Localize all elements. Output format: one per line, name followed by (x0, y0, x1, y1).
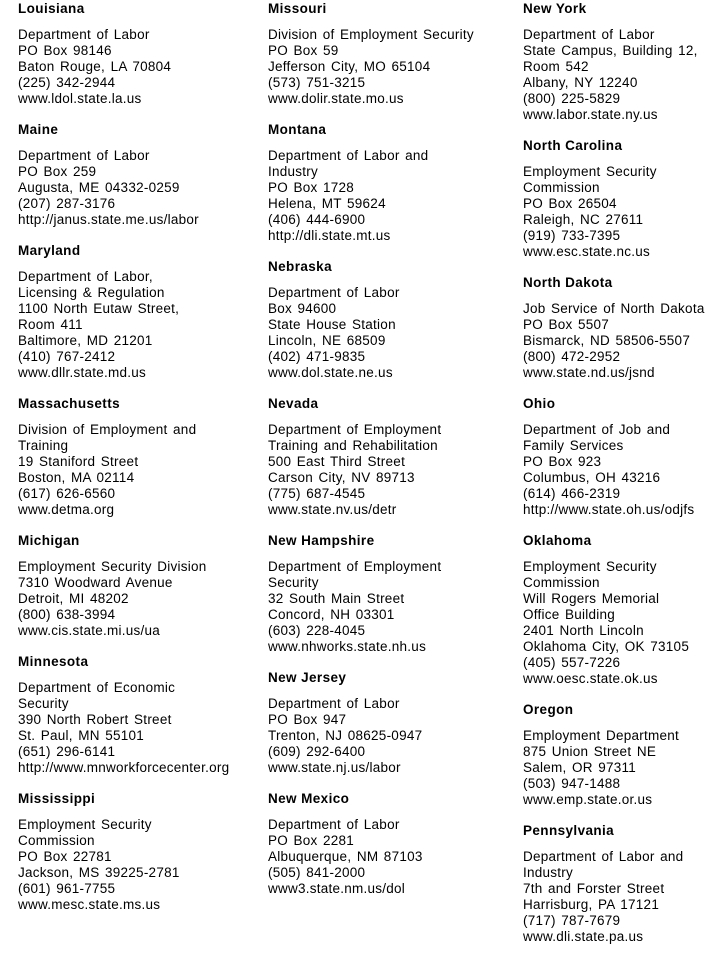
phone-line: (717) 787-7679 (523, 913, 621, 928)
address-line: Employment Security (523, 559, 657, 574)
entry-address-block (18, 27, 262, 107)
state-entry (268, 1, 516, 107)
state-entry (523, 702, 719, 808)
address-line: Industry (523, 865, 574, 880)
state-entry (523, 138, 719, 260)
phone-line: (617) 626-6560 (18, 486, 116, 501)
entry-address-block (523, 27, 719, 123)
address-line: Employment Department (523, 728, 680, 743)
state-entry (268, 533, 516, 655)
address-line: Salem, OR 97311 (523, 760, 637, 775)
website-line: www.dolir.state.mo.us (268, 91, 404, 106)
entry-address-block (268, 148, 516, 244)
address-line: St. Paul, MN 55101 (18, 728, 145, 743)
website-line: www.dllr.state.md.us (18, 365, 147, 380)
state-heading: Oregon (523, 702, 574, 717)
phone-line: (410) 767-2412 (18, 349, 116, 364)
state-heading: New Jersey (268, 670, 347, 685)
address-line: Department of Employment (268, 422, 442, 437)
address-line: State House Station (268, 317, 396, 332)
address-line: Department of Labor (268, 817, 400, 832)
address-line: PO Box 1728 (268, 180, 355, 195)
address-line: PO Box 26504 (523, 196, 617, 211)
state-entry (18, 122, 262, 228)
address-line: Baton Rouge, LA 70804 (18, 59, 172, 74)
state-entry (268, 396, 516, 518)
entry-address-block (523, 849, 719, 945)
phone-line: (919) 733-7395 (523, 228, 621, 243)
entry-address-block (18, 422, 262, 518)
address-line: PO Box 98146 (18, 43, 112, 58)
website-line: www.dol.state.ne.us (268, 365, 393, 380)
address-line: PO Box 5507 (523, 317, 610, 332)
address-line: PO Box 259 (18, 164, 97, 179)
entry-address-block (523, 728, 719, 808)
entry-address-block (523, 422, 719, 518)
address-line: Albuquerque, NM 87103 (268, 849, 423, 864)
phone-line: (800) 472-2952 (523, 349, 621, 364)
website-line: www.dli.state.pa.us (523, 929, 644, 944)
entry-address-block (523, 164, 719, 260)
state-heading: New Mexico (268, 791, 350, 806)
state-heading: Louisiana (18, 1, 85, 16)
address-line: Licensing & Regulation (18, 285, 165, 300)
address-line: PO Box 22781 (18, 849, 112, 864)
address-line: Commission (523, 180, 600, 195)
address-line: PO Box 2281 (268, 833, 355, 848)
address-line: Jefferson City, MO 65104 (268, 59, 431, 74)
phone-line: (225) 342-2944 (18, 75, 116, 90)
entry-address-block (268, 817, 516, 897)
address-line: Family Services (523, 438, 624, 453)
directory-column-1 (18, 1, 262, 928)
state-heading: Maryland (18, 243, 81, 258)
address-line: Will Rogers Memorial (523, 591, 660, 606)
website-line: www.state.nj.us/labor (268, 760, 401, 775)
address-line: Job Service of North Dakota (523, 301, 705, 316)
directory-column-3 (523, 1, 719, 960)
address-line: Department of Labor (523, 27, 655, 42)
state-entry (268, 791, 516, 897)
address-line: Helena, MT 59624 (268, 196, 386, 211)
address-line: Department of Labor (18, 27, 150, 42)
address-line: Augusta, ME 04332-0259 (18, 180, 180, 195)
website-line: www.state.nd.us/jsnd (523, 365, 655, 380)
address-line: Division of Employment and (18, 422, 197, 437)
address-line: Training (18, 438, 69, 453)
website-line: www.cis.state.mi.us/ua (18, 623, 161, 638)
website-line: www.state.nv.us/detr (268, 502, 397, 517)
phone-line: (800) 638-3994 (18, 607, 116, 622)
address-line: Trenton, NJ 08625-0947 (268, 728, 423, 743)
state-heading: Missouri (268, 1, 327, 16)
address-line: Oklahoma City, OK 73105 (523, 639, 690, 654)
address-line: Bismarck, ND 58506-5507 (523, 333, 691, 348)
entry-address-block (268, 422, 516, 518)
address-line: Commission (523, 575, 600, 590)
address-line: Division of Employment Security (268, 27, 474, 42)
address-line: Harrisburg, PA 17121 (523, 897, 660, 912)
address-line: Department of Job and (523, 422, 671, 437)
state-heading: Michigan (18, 533, 80, 548)
address-line: Department of Labor (268, 285, 400, 300)
address-line: Employment Security Division (18, 559, 207, 574)
state-heading: Minnesota (18, 654, 89, 669)
state-heading: Oklahoma (523, 533, 592, 548)
state-entry (523, 396, 719, 518)
phone-line: (775) 687-4545 (268, 486, 366, 501)
state-heading: North Dakota (523, 275, 613, 290)
state-heading: North Carolina (523, 138, 623, 153)
entry-address-block (523, 559, 719, 687)
website-line: http://dli.state.mt.us (268, 228, 391, 243)
phone-line: (573) 751-3215 (268, 75, 366, 90)
phone-line: (651) 296-6141 (18, 744, 116, 759)
address-line: PO Box 923 (523, 454, 602, 469)
address-line: Box 94600 (268, 301, 337, 316)
website-line: http://janus.state.me.us/labor (18, 212, 199, 227)
address-line: Baltimore, MD 21201 (18, 333, 153, 348)
address-line: Department of Labor and (268, 148, 429, 163)
address-line: PO Box 947 (268, 712, 347, 727)
entry-address-block (268, 696, 516, 776)
phone-line: (406) 444-6900 (268, 212, 366, 227)
state-entry (523, 275, 719, 381)
address-line: Department of Economic (18, 680, 176, 695)
entry-address-block (18, 817, 262, 913)
phone-line: (800) 225-5829 (523, 91, 621, 106)
state-heading: Nevada (268, 396, 319, 411)
address-line: State Campus, Building 12, (523, 43, 698, 58)
address-line: 19 Staniford Street (18, 454, 139, 469)
address-line: 2401 North Lincoln (523, 623, 644, 638)
address-line: Office Building (523, 607, 616, 622)
phone-line: (505) 841-2000 (268, 865, 366, 880)
entry-address-block (523, 301, 719, 381)
state-heading: New York (523, 1, 587, 16)
address-line: Detroit, MI 48202 (18, 591, 129, 606)
phone-line: (601) 961-7755 (18, 881, 116, 896)
state-entry (18, 1, 262, 107)
phone-line: (614) 466-2319 (523, 486, 621, 501)
website-line: http://www.mnworkforcecenter.org (18, 760, 230, 775)
state-entry (18, 243, 262, 381)
address-line: Industry (268, 164, 319, 179)
state-heading: Maine (18, 122, 59, 137)
phone-line: (402) 471-9835 (268, 349, 366, 364)
entry-address-block (268, 27, 516, 107)
state-entry (268, 122, 516, 244)
address-line: Jackson, MS 39225-2781 (18, 865, 180, 880)
entry-address-block (18, 148, 262, 228)
website-line: www.detma.org (18, 502, 115, 517)
phone-line: (609) 292-6400 (268, 744, 366, 759)
website-line: www.nhworks.state.nh.us (268, 639, 427, 654)
website-line: www.labor.state.ny.us (523, 107, 658, 122)
state-heading: Massachusetts (18, 396, 120, 411)
website-line: www3.state.nm.us/dol (268, 881, 406, 896)
address-line: Commission (18, 833, 95, 848)
address-line: 32 South Main Street (268, 591, 405, 606)
address-line: Department of Labor (268, 696, 400, 711)
address-line: Carson City, NV 89713 (268, 470, 415, 485)
website-line: www.oesc.state.ok.us (523, 671, 658, 686)
state-entry (18, 396, 262, 518)
state-entry (18, 654, 262, 776)
entry-address-block (268, 285, 516, 381)
state-entry (18, 533, 262, 639)
address-line: 1100 North Eutaw Street, (18, 301, 180, 316)
address-line: Department of Labor, (18, 269, 153, 284)
entry-address-block (18, 680, 262, 776)
address-line: Department of Employment (268, 559, 442, 574)
state-heading: Montana (268, 122, 327, 137)
address-line: Boston, MA 02114 (18, 470, 135, 485)
address-line: 390 North Robert Street (18, 712, 172, 727)
address-line: 7310 Woodward Avenue (18, 575, 173, 590)
website-line: www.ldol.state.la.us (18, 91, 142, 106)
state-heading: Nebraska (268, 259, 332, 274)
directory-column-2 (268, 1, 516, 912)
address-line: 500 East Third Street (268, 454, 406, 469)
address-line: 7th and Forster Street (523, 881, 665, 896)
address-line: Employment Security (523, 164, 657, 179)
website-line: www.mesc.state.ms.us (18, 897, 161, 912)
address-line: Room 542 (523, 59, 589, 74)
address-line: Employment Security (18, 817, 152, 832)
state-entry (268, 670, 516, 776)
website-line: http://www.state.oh.us/odjfs (523, 502, 695, 517)
phone-line: (207) 287-3176 (18, 196, 116, 211)
address-line: Security (268, 575, 319, 590)
entry-address-block (18, 559, 262, 639)
state-entry (523, 823, 719, 945)
address-line: 875 Union Street NE (523, 744, 657, 759)
address-line: Raleigh, NC 27611 (523, 212, 644, 227)
website-line: www.emp.state.or.us (523, 792, 653, 807)
state-entry (18, 791, 262, 913)
address-line: Concord, NH 03301 (268, 607, 395, 622)
address-line: Room 411 (18, 317, 83, 332)
address-line: PO Box 59 (268, 43, 339, 58)
state-heading: New Hampshire (268, 533, 375, 548)
state-heading: Ohio (523, 396, 556, 411)
website-line: www.esc.state.nc.us (523, 244, 651, 259)
entry-address-block (268, 559, 516, 655)
address-line: Department of Labor (18, 148, 150, 163)
address-line: Department of Labor and (523, 849, 684, 864)
entry-address-block (18, 269, 262, 381)
address-line: Columbus, OH 43216 (523, 470, 661, 485)
state-entry (268, 259, 516, 381)
state-heading: Pennsylvania (523, 823, 615, 838)
state-heading: Mississippi (18, 791, 96, 806)
phone-line: (603) 228-4045 (268, 623, 366, 638)
state-entry (523, 533, 719, 687)
address-line: Lincoln, NE 68509 (268, 333, 386, 348)
address-line: Security (18, 696, 69, 711)
phone-line: (503) 947-1488 (523, 776, 621, 791)
state-entry (523, 1, 719, 123)
address-line: Training and Rehabilitation (268, 438, 438, 453)
address-line: Albany, NY 12240 (523, 75, 638, 90)
phone-line: (405) 557-7226 (523, 655, 621, 670)
